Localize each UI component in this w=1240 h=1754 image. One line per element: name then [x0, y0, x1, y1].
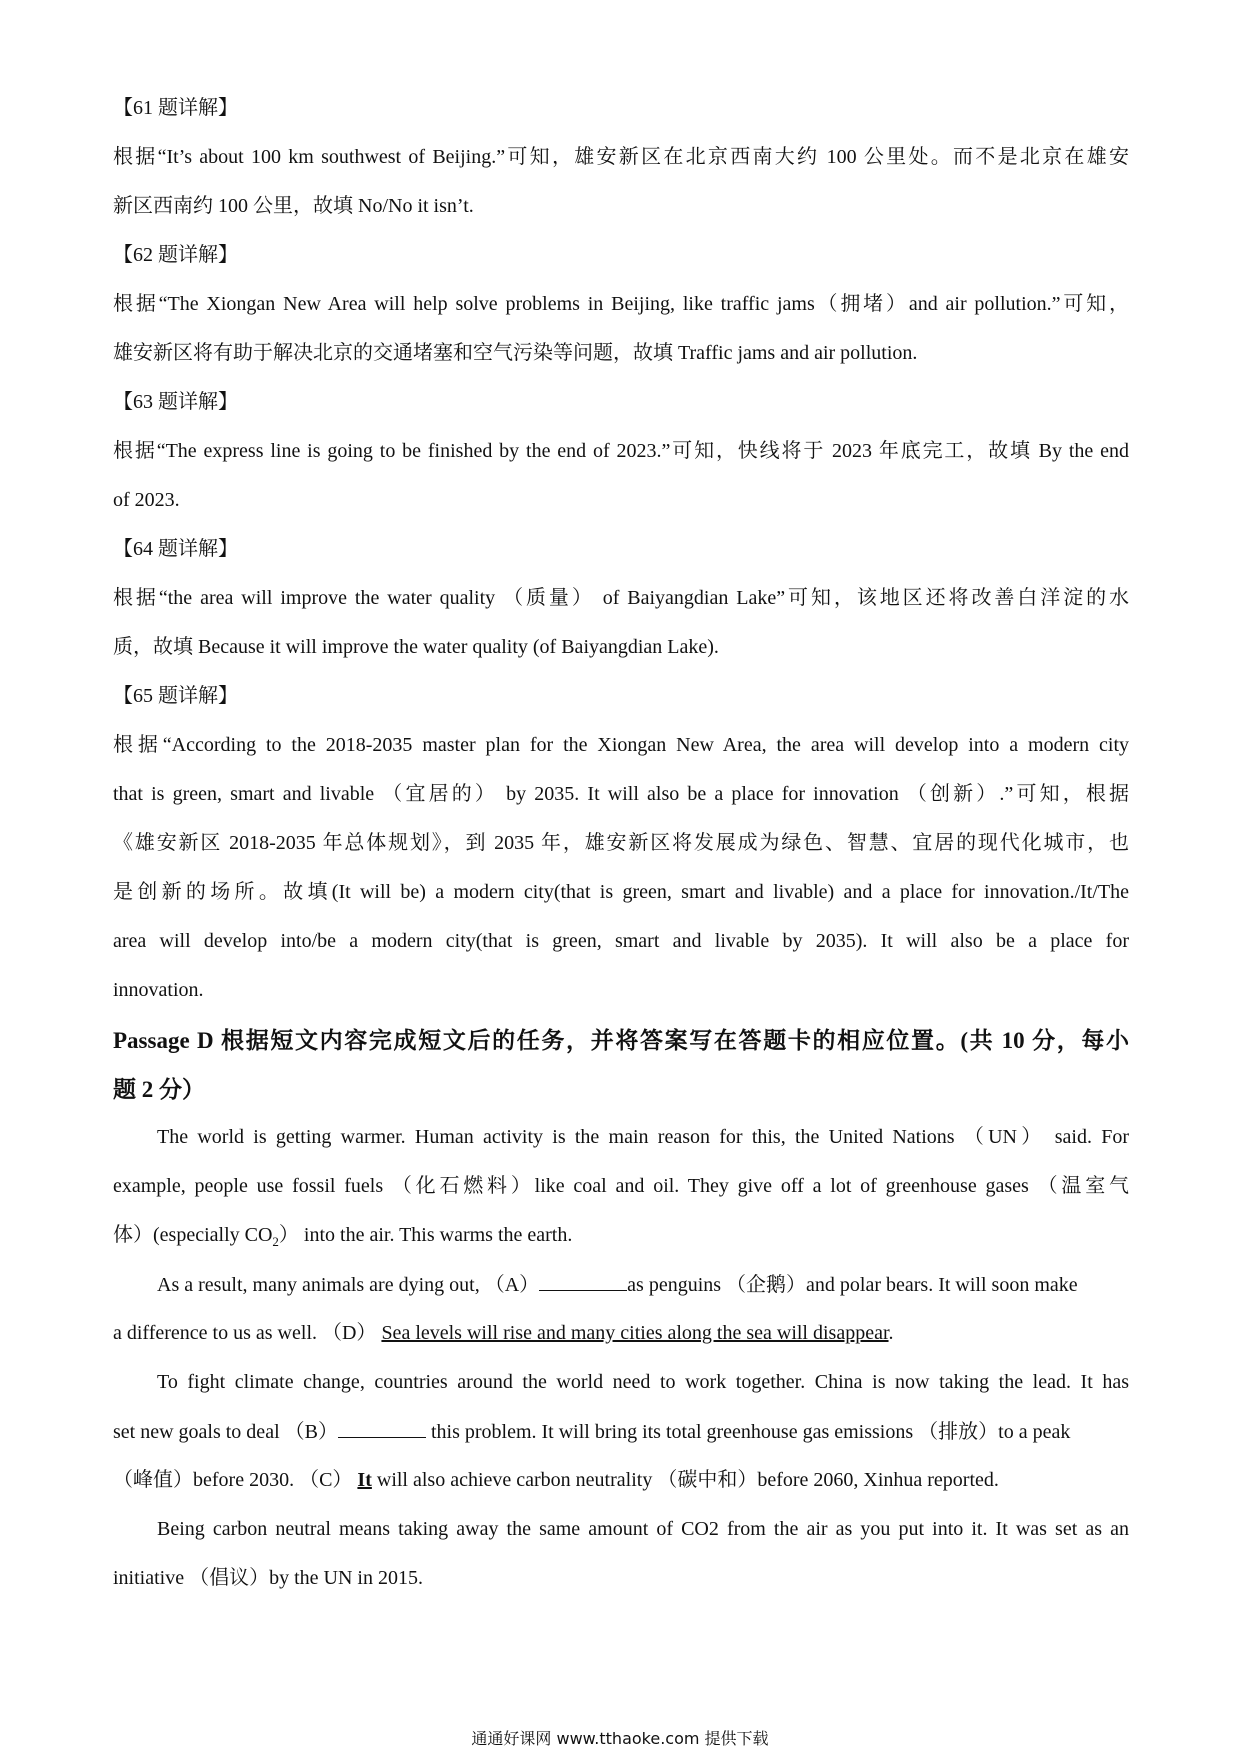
passage-p1-line-3b: ） into the air. This warms the earth. — [278, 1224, 573, 1246]
q63-line-1: 根据“The express line is going to be finished by the end of 2023.”可知，快线将于 2023 年底完工，故填 By the end — [113, 440, 1129, 462]
passage-p2-line-2a: a difference to us as well. （D） — [113, 1322, 382, 1344]
passage-p3-line-3a: （峰值）before 2030. （C） — [113, 1469, 358, 1491]
passage-p3-line-1: To fight climate change, countries around the world need to work together. China is now taking the lead. It has — [157, 1371, 1129, 1393]
passage-p1-line-2: example, people use fossil fuels （化石燃料）like coal and oil. They give off a lot of greenhouse gases （温室气 — [113, 1175, 1129, 1197]
q65-line-3: 《雄安新区 2018-2035 年总体规划》，到 2035 年，雄安新区将发展成为绿色、智慧、宜居的现代化城市，也 — [113, 832, 1129, 854]
passage-d-heading-line-2: 题 2 分） — [113, 1077, 205, 1102]
q64-line-2: 质，故填 Because it will improve the water quality (of Baiyangdian Lake). — [113, 636, 719, 658]
passage-p3-line-3 — [113, 1468, 1129, 1517]
q65-line-1: 根据“According to the 2018-2035 master plan for the Xiongan New Area, the area will develop into a modern city — [113, 734, 1129, 756]
passage-p2-line-2b: . — [888, 1322, 894, 1344]
blank-a[interactable] — [539, 1272, 627, 1291]
q65-line-6: innovation. — [113, 979, 204, 1001]
q65-line-2: that is green, smart and livable （宜居的） by 2035. It will also be a place for innovation （创新）.”可知，根据 — [113, 783, 1129, 805]
passage-p1-line-3a: 体）(especially CO — [113, 1224, 273, 1246]
q65-heading: 【65 题详解】 — [113, 685, 238, 707]
q61-heading: 【61 题详解】 — [113, 97, 238, 119]
passage-p2-line-1 — [113, 1272, 1129, 1321]
underlined-sentence-d: Sea levels will rise and many cities along the sea will disappear — [381, 1322, 889, 1344]
passage-p2-line-2 — [113, 1321, 1129, 1370]
passage-p3-line-3b: will also achieve carbon neutrality （碳中和）before 2060, Xinhua reported. — [371, 1469, 999, 1491]
passage-p2-line-1b: as penguins （企鹅）and polar bears. It will soon make — [627, 1274, 1078, 1296]
passage-p4-line-1: Being carbon neutral means taking away the same amount of CO2 from the air as you put into it. It was set as an — [157, 1518, 1129, 1540]
passage-p1-line-1: The world is getting warmer. Human activity is the main reason for this, the United Nations （UN） said. For — [157, 1126, 1129, 1148]
passage-p2-line-1a: As a result, many animals are dying out, （A） — [157, 1274, 540, 1296]
q62-line-2: 雄安新区将有助于解决北京的交通堵塞和空气污染等问题，故填 Traffic jams and air pollution. — [113, 342, 918, 364]
passage-p4-line-2: initiative （倡议）by the UN in 2015. — [113, 1567, 423, 1589]
page-footer: 通通好课网 www.tthaoke.com 提供下载 — [471, 1729, 769, 1748]
passage-d-heading-line-1: Passage D 根据短文内容完成短文后的任务，并将答案写在答题卡的相应位置。(共 10 分，每小 — [113, 1028, 1129, 1053]
passage-p3-line-2 — [113, 1419, 1129, 1468]
document-body — [113, 96, 1129, 1615]
underlined-word-c: It — [357, 1469, 372, 1491]
q64-line-1: 根据“the area will improve the water quality （质量） of Baiyangdian Lake”可知，该地区还将改善白洋淀的水 — [113, 587, 1129, 609]
q65-line-4: 是创新的场所。故填(It will be) a modern city(that is green, smart and livable) and a place for innovation./It/The — [113, 881, 1129, 903]
q62-heading: 【62 题详解】 — [113, 244, 238, 266]
co2-subscript: 2 — [272, 1234, 279, 1249]
q62-line-1: 根据“The Xiongan New Area will help solve problems in Beijing, like traffic jams（拥堵）and air pollution.”可知， — [113, 293, 1129, 315]
q63-heading: 【63 题详解】 — [113, 391, 238, 413]
blank-b[interactable] — [338, 1419, 426, 1438]
passage-p1-line-3 — [113, 1223, 1129, 1272]
q65-line-5: area will develop into/be a modern city(that is green, smart and livable by 2035). It will also be a place for — [113, 930, 1129, 952]
passage-p3-line-2b: this problem. It will bring its total greenhouse gas emissions （排放）to a peak — [425, 1421, 1071, 1443]
passage-p3-line-2a: set new goals to deal （B） — [113, 1421, 338, 1443]
q61-line-2: 新区西南约 100 公里，故填 No/No it isn’t. — [113, 195, 474, 217]
q63-line-2: of 2023. — [113, 489, 180, 511]
q61-line-1: 根据“It’s about 100 km southwest of Beijing.”可知，雄安新区在北京西南大约 100 公里处。而不是北京在雄安 — [113, 146, 1129, 168]
q64-heading: 【64 题详解】 — [113, 538, 238, 560]
